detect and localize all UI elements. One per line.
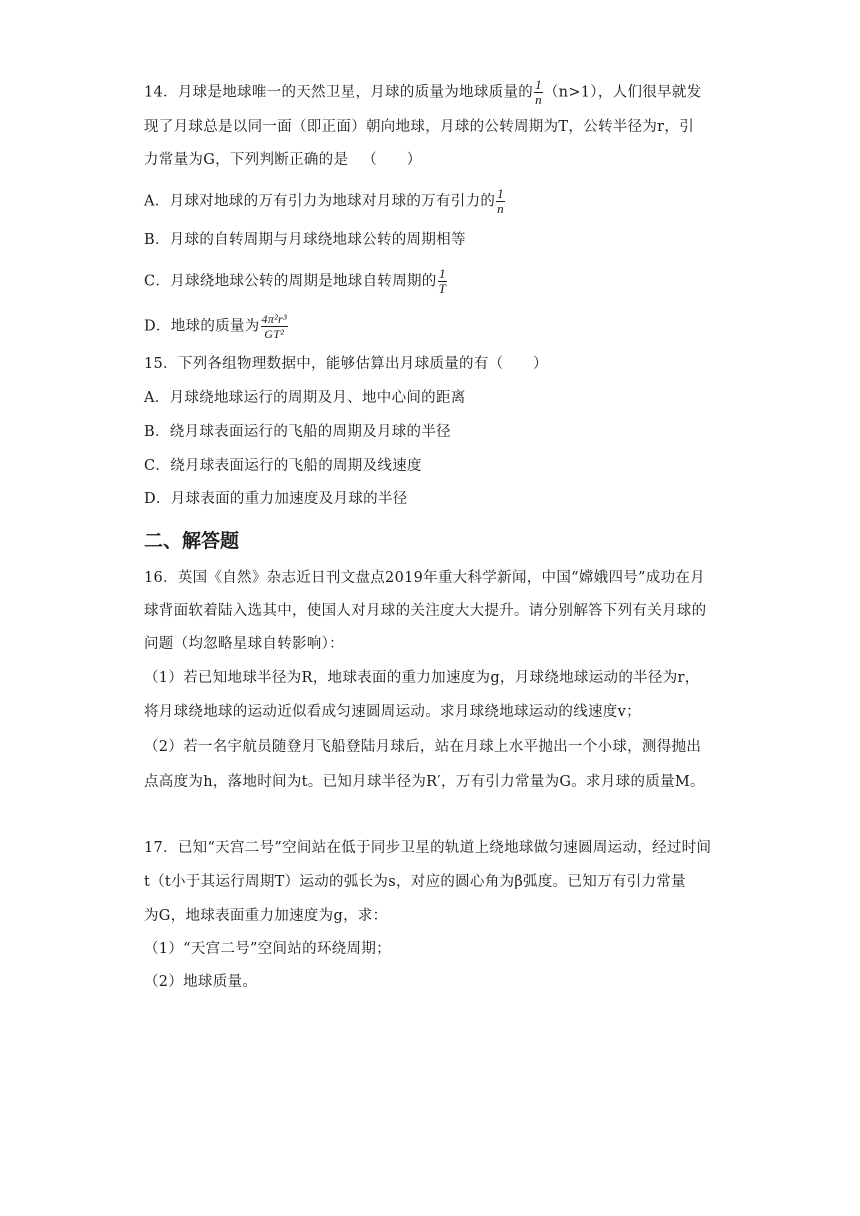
q15-option-d: D．月球表面的重力加速度及月球的半径	[144, 491, 408, 507]
q16-line2: 球背面软着陆入选其中，使国人对月球的关注度大大提升。请分别解答下列有关月球的	[144, 603, 707, 619]
answer-blank: （ ）	[362, 152, 422, 168]
q16-line1: 16．英国《自然》杂志近日刊文盘点2019年重大科学新闻，中国“嫦娥四号”成功在月	[144, 570, 705, 586]
q17-part1: （1）“天宫二号”空间站的环绕周期；	[144, 941, 391, 957]
q14-option-b: B．月球的自转周期与月球绕地球公转的周期相等	[144, 232, 466, 248]
section-title: 二、解答题	[144, 530, 240, 552]
q14-line1	[144, 78, 701, 107]
q14-text: 14．月球是地球唯一的天然卫星，月球的质量为地球质量的	[144, 84, 534, 101]
fraction-1-over-n: $\frac{1}{n}$	[497, 186, 504, 216]
q14-option-c: C．月球绕地球公转的周期是地球自转周期的 $\frac{1}{T}$	[144, 266, 447, 296]
q14-option-d: D．地球的质量为 $\frac{\text{4π²r³}}{\text{GT²}}$	[144, 312, 287, 341]
earth-mass-formula: $\frac{\text{4π²r³}}{\text{GT²}}$	[261, 312, 287, 341]
q16-part2-line1: （2）若一名宇航员随登月飞船登陆月球后，站在月球上水平抛出一个小球，测得抛出	[144, 739, 702, 755]
q16-part1-line1: （1）若已知地球半径为R，地球表面的重力加速度为g，月球绕地球运动的半径为r，	[144, 670, 700, 686]
q14-text: （n>1），人们很早就发	[543, 84, 702, 101]
q17-line1: 17．已知“天宫二号”空间站在低于同步卫星的轨道上绕地球做匀速圆周运动，经过时间	[144, 840, 712, 856]
q14-line2: 现了月球总是以同一面（即正面）朝向地球，月球的公转周期为T，公转半径为r，引	[144, 119, 694, 135]
fraction-1-over-n: $\frac{1}{n}$	[535, 77, 542, 107]
q14-line3: 力常量为G，下列判断正确的是 （ ）	[144, 152, 422, 168]
q14-option-a: A．月球对地球的万有引力为地球对月球的万有引力的 $\frac{1}{n}$	[144, 186, 504, 216]
fraction-1-over-T: $\frac{1}{T}$	[438, 266, 447, 296]
q15-option-a: A．月球绕地球运行的周期及月、地中心间的距离	[144, 390, 466, 406]
q17-part2: （2）地球质量。	[144, 974, 258, 990]
q15-option-b: B．绕月球表面运行的飞船的周期及月球的半径	[144, 424, 451, 440]
q15-option-c: C．绕月球表面运行的飞船的周期及线速度	[144, 458, 422, 474]
q17-line3: 为G，地球表面重力加速度为g，求：	[144, 908, 388, 924]
q16-part2-line2: 点高度为h，落地时间为t。已知月球半径为R′，万有引力常量为G。求月球的质量M。	[144, 774, 705, 790]
q16-line3: 问题（均忽略星球自转影响）：	[144, 636, 344, 652]
q16-part1-line2: 将月球绕地球的运动近似看成匀速圆周运动。求月球绕地球运动的线速度v；	[144, 704, 641, 720]
q15-stem: 15．下列各组物理数据中，能够估算出月球质量的有（ ）	[144, 356, 548, 372]
q17-line2: t（t小于其运行周期T）运动的弧长为s，对应的圆心角为β弧度。已知万有引力常量	[144, 874, 686, 890]
